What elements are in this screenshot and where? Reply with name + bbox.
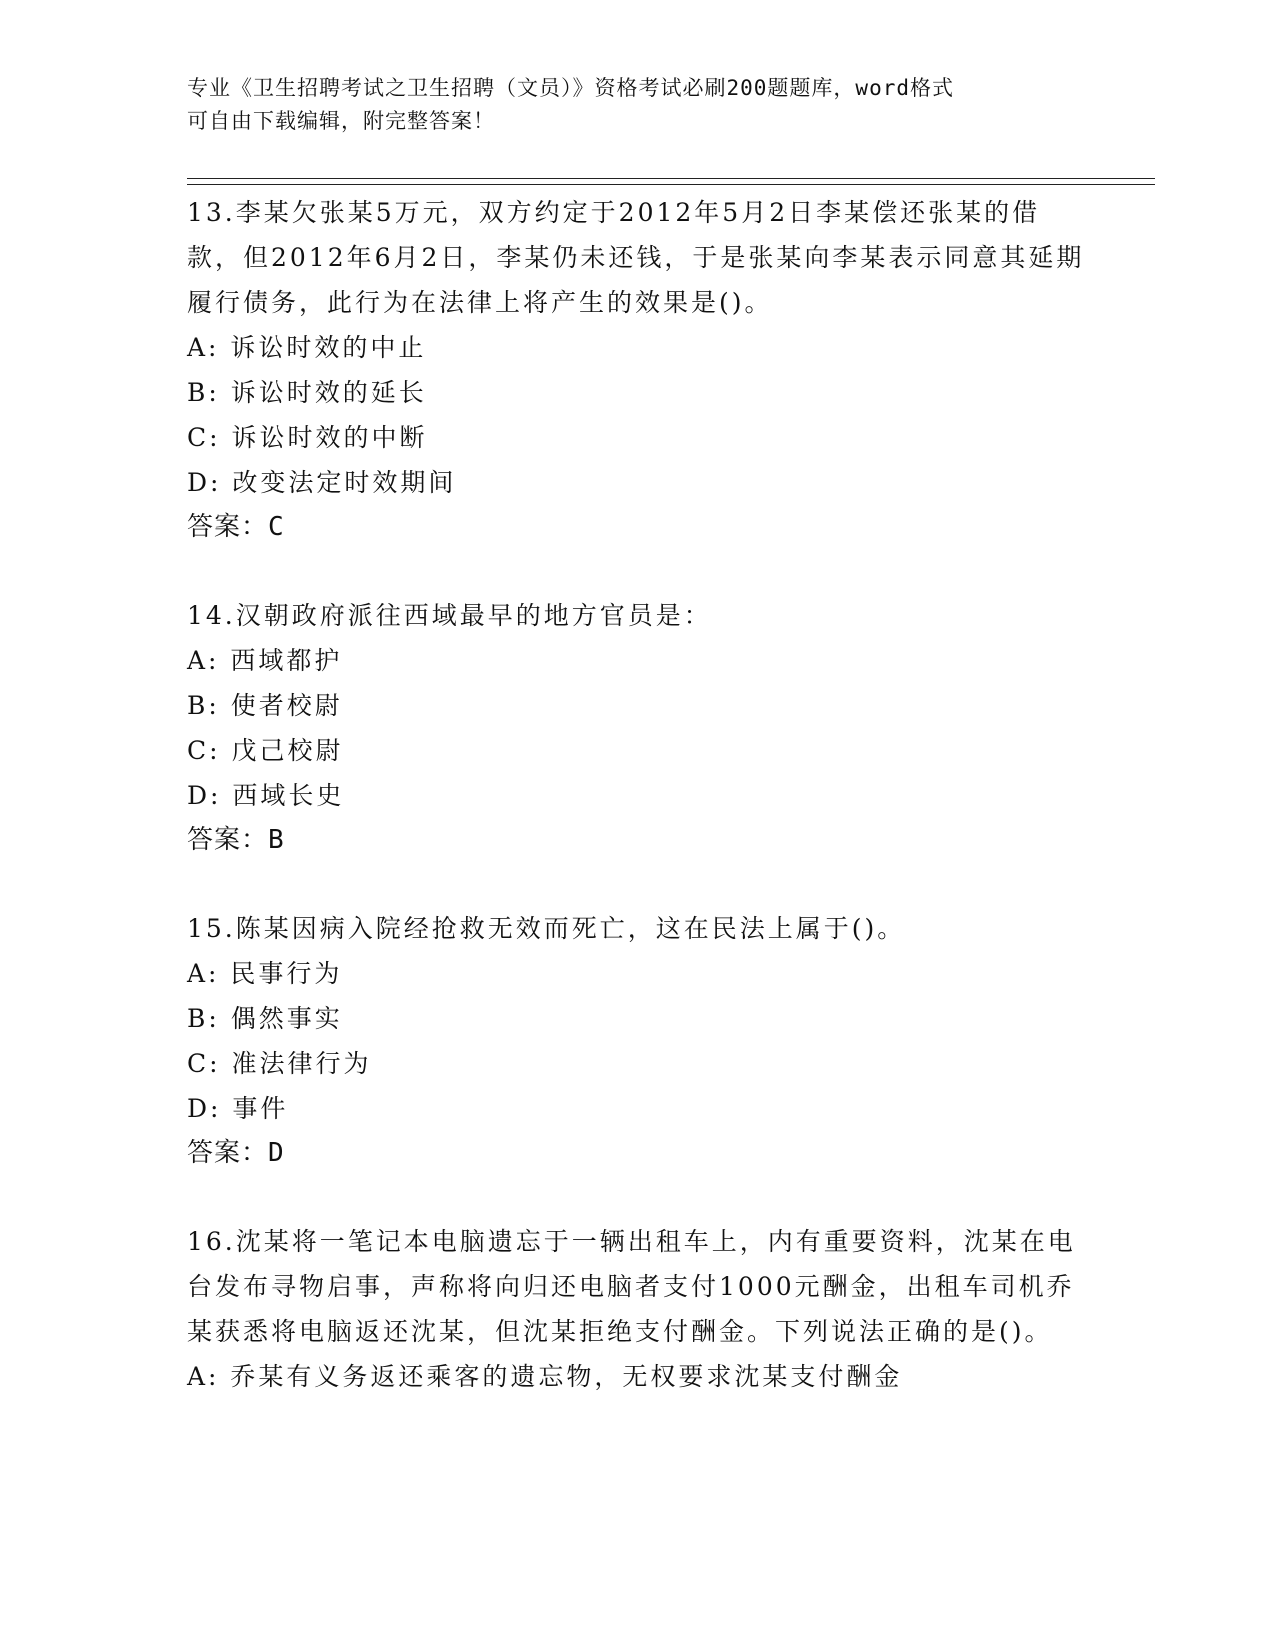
answer-label: 答案：C bbox=[187, 512, 285, 542]
header-divider-top bbox=[187, 178, 1155, 179]
option-b: B: 使者校尉 bbox=[187, 691, 343, 720]
header-line-1: 专业《卫生招聘考试之卫生招聘（文员）》资格考试必刷200题题库，word格式 bbox=[187, 76, 954, 100]
question-15 bbox=[187, 906, 1087, 1176]
option-b: B: 诉讼时效的延长 bbox=[187, 378, 427, 407]
option-c: C: 准法律行为 bbox=[187, 1049, 372, 1078]
header-line-2: 可自由下载编辑，附完整答案！ bbox=[187, 109, 495, 133]
document-header bbox=[187, 72, 1067, 138]
question-stem: 15.陈某因病入院经抢救无效而死亡，这在民法上属于()。 bbox=[187, 914, 906, 943]
option-b: B: 偶然事实 bbox=[187, 1004, 343, 1033]
question-stem: 14.汉朝政府派往西域最早的地方官员是： bbox=[187, 601, 712, 630]
option-a: A: 诉讼时效的中止 bbox=[187, 333, 427, 362]
option-d: D: 西域长史 bbox=[187, 781, 345, 810]
option-c: C: 戊己校尉 bbox=[187, 736, 344, 765]
option-a: A: 西域都护 bbox=[187, 646, 343, 675]
question-stem: 13.李某欠张某5万元，双方约定于2012年5月2日李某偿还张某的借款，但2012年6月2日，李某仍未还钱，于是张某向李某表示同意其延期履行债务，此行为在法律上将产生的效果是()。 bbox=[187, 198, 1085, 317]
option-c: C: 诉讼时效的中断 bbox=[187, 423, 428, 452]
answer-label: 答案：D bbox=[187, 1138, 285, 1168]
question-list bbox=[187, 190, 1087, 1442]
option-d: D: 改变法定时效期间 bbox=[187, 468, 457, 497]
header-divider-bottom bbox=[187, 184, 1155, 185]
answer-label: 答案：B bbox=[187, 825, 285, 855]
question-13 bbox=[187, 190, 1087, 550]
question-16 bbox=[187, 1219, 1087, 1399]
option-a: A: 民事行为 bbox=[187, 959, 343, 988]
option-a: A: 乔某有义务返还乘客的遗忘物，无权要求沈某支付酬金 bbox=[187, 1362, 903, 1391]
question-stem: 16.沈某将一笔记本电脑遗忘于一辆出租车上，内有重要资料，沈某在电台发布寻物启事，声称将向归还电脑者支付1000元酬金，出租车司机乔某获悉将电脑返还沈某，但沈某拒绝支付酬金。下列说法正确的是()。 bbox=[187, 1227, 1076, 1346]
option-d: D: 事件 bbox=[187, 1094, 289, 1123]
question-14 bbox=[187, 593, 1087, 863]
